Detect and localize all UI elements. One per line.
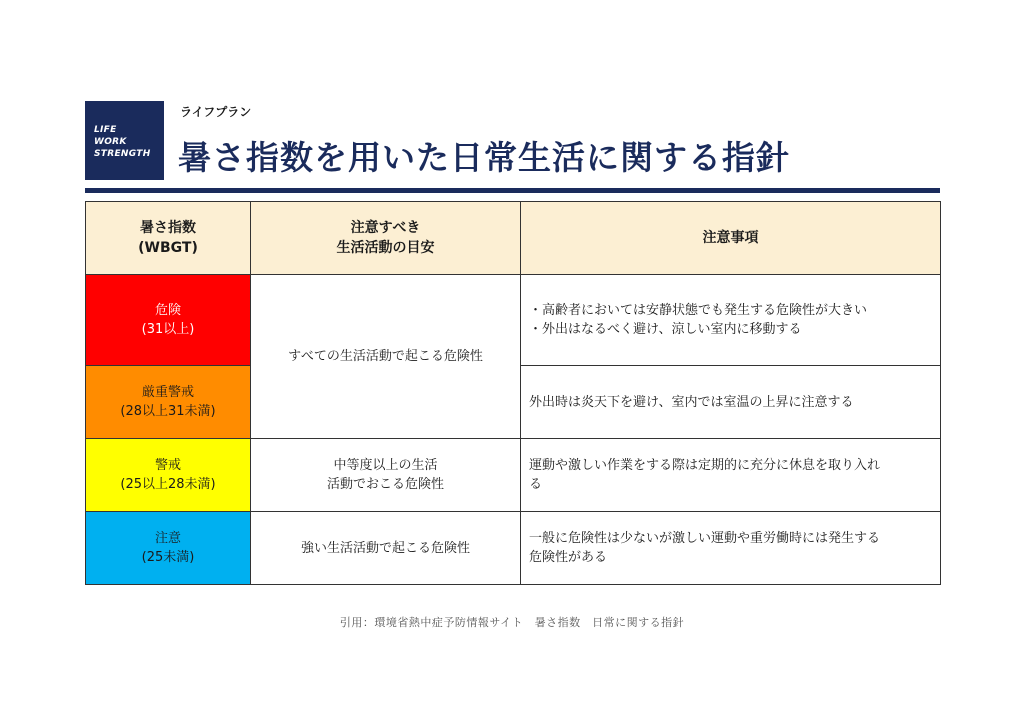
notes-cell-warning bbox=[521, 439, 941, 512]
note-line: 外出時は炎天下を避け、室内では室温の上昇に注意する bbox=[529, 394, 854, 410]
level-name: 警戒 bbox=[154, 458, 181, 473]
activity-cell-shared: すべての生活活動で起こる危険性 bbox=[251, 275, 521, 439]
note-line: 運動や激しい作業をする際は定期的に充分に休息を取り入れ bbox=[529, 458, 881, 473]
level-cell-warning bbox=[86, 439, 251, 512]
level-cell-severe bbox=[86, 366, 251, 439]
title-divider bbox=[85, 188, 940, 193]
table-row-caution bbox=[86, 512, 941, 585]
table-header-row bbox=[86, 202, 941, 275]
table-row-warning bbox=[86, 439, 941, 512]
page-title: 暑さ指数を用いた日常生活に関する指針 bbox=[178, 138, 790, 177]
header-activity-line1: 注意すべき bbox=[350, 220, 421, 236]
notes-cell-danger bbox=[521, 275, 941, 366]
note-line: 危険性がある bbox=[529, 550, 608, 565]
activity-cell-caution bbox=[251, 512, 521, 585]
page-subtitle: ライフプラン bbox=[180, 105, 252, 119]
activity-line: 強い生活活動で起こる危険性 bbox=[300, 540, 470, 556]
note-line: ・高齢者においては安静状態でも発生する危険性が大きい bbox=[529, 303, 868, 318]
level-name: 厳重警戒 bbox=[141, 385, 194, 400]
note-line: る bbox=[529, 477, 543, 492]
note-line: ・外出はなるべく避け、涼しい室内に移動する bbox=[529, 322, 802, 337]
level-cell-danger bbox=[86, 275, 251, 366]
level-range: (28以上31未満) bbox=[120, 404, 216, 419]
header-wbgt-line1: 暑さ指数 bbox=[140, 220, 196, 236]
table-row-danger bbox=[86, 275, 941, 366]
note-line: 一般に危険性は少ないが激しい運動や重労働時には発生する bbox=[529, 531, 881, 546]
wbgt-guide-table bbox=[85, 201, 941, 585]
header-wbgt bbox=[86, 202, 251, 275]
level-range: (31以上) bbox=[141, 322, 195, 337]
logo-line-life: LIFE bbox=[94, 125, 117, 135]
header-activity-line2: 生活活動の目安 bbox=[336, 240, 435, 256]
header-wbgt-line2: (WBGT) bbox=[138, 240, 198, 256]
level-name: 注意 bbox=[154, 531, 181, 546]
brand-logo bbox=[85, 101, 164, 180]
logo-line-strength: STRENGTH bbox=[94, 149, 151, 159]
header-activity bbox=[251, 202, 521, 275]
notes-cell-severe bbox=[521, 366, 941, 439]
notes-cell-caution bbox=[521, 512, 941, 585]
logo-line-work: WORK bbox=[94, 137, 127, 147]
header-notes: 注意事項 bbox=[521, 202, 941, 275]
activity-line: 中等度以上の生活 bbox=[333, 458, 438, 473]
citation-footer: 引用：環境省熱中症予防情報サイト 暑さ指数 日常に関する指針 bbox=[339, 616, 685, 629]
activity-cell-warning bbox=[251, 439, 521, 512]
level-range: (25以上28未満) bbox=[120, 477, 216, 492]
level-cell-caution bbox=[86, 512, 251, 585]
activity-line: 活動でおこる危険性 bbox=[326, 477, 444, 492]
level-range: (25未満) bbox=[141, 550, 195, 565]
level-name: 危険 bbox=[154, 303, 181, 318]
